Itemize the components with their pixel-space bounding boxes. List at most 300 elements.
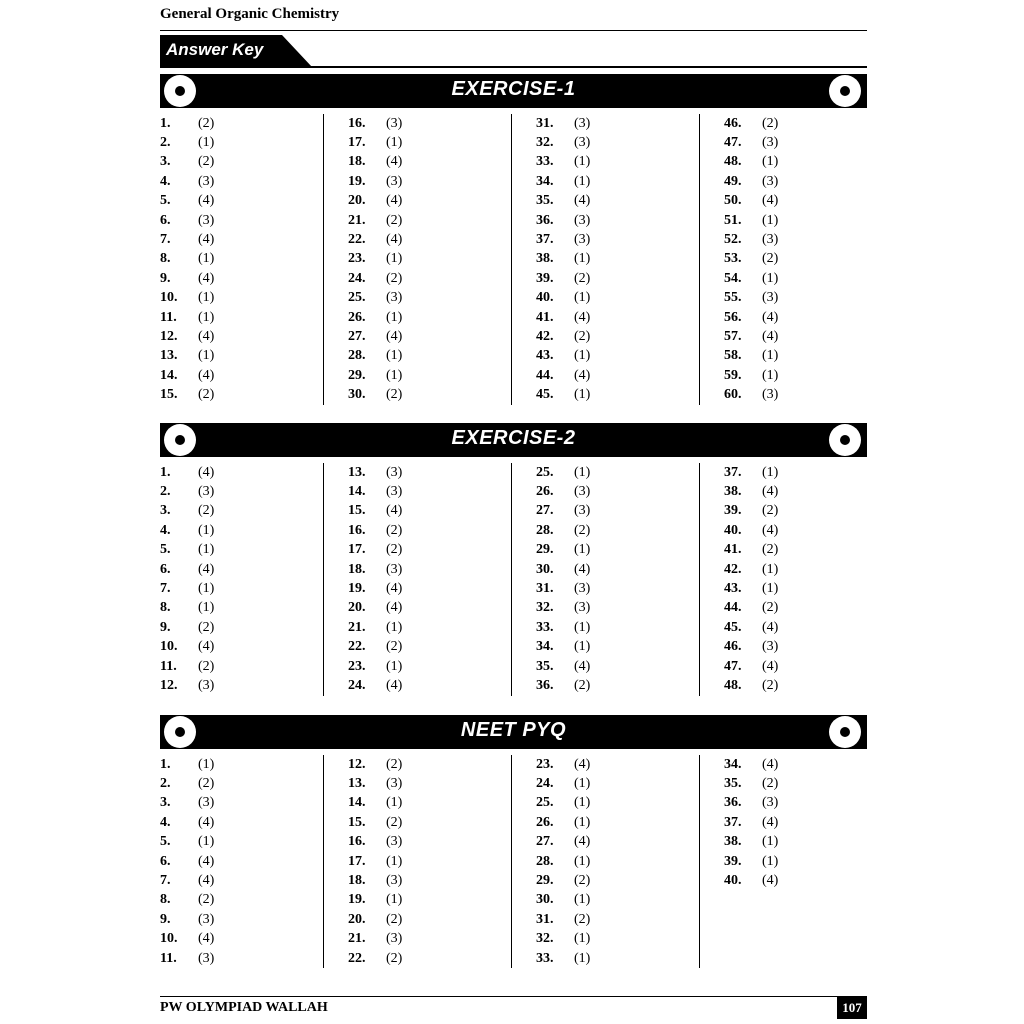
question-number: 2. — [160, 776, 171, 792]
answer-option: (2) — [574, 522, 591, 538]
answer-option: (3) — [198, 212, 215, 228]
question-number: 40. — [536, 290, 554, 306]
answer-option: (1) — [386, 619, 403, 635]
answer-row — [160, 852, 323, 871]
answer-row — [348, 172, 511, 191]
question-number: 32. — [536, 135, 554, 151]
question-number: 43. — [724, 581, 742, 597]
answer-option: (3) — [386, 173, 403, 189]
answer-option: (4) — [198, 639, 215, 655]
question-number: 35. — [724, 776, 742, 792]
question-number: 37. — [536, 232, 554, 248]
answer-option: (1) — [386, 135, 403, 151]
question-number: 13. — [348, 464, 366, 480]
answer-row — [348, 638, 511, 657]
question-number: 23. — [348, 658, 366, 674]
question-number: 38. — [724, 834, 742, 850]
answer-option: (3) — [762, 290, 779, 306]
page-header — [160, 6, 867, 31]
question-number: 27. — [536, 834, 554, 850]
question-number: 28. — [536, 522, 554, 538]
answer-option: (3) — [762, 232, 779, 248]
question-number: 21. — [348, 931, 366, 947]
section-title: NEET PYQ — [460, 719, 567, 741]
answer-row — [536, 230, 699, 249]
answer-option: (3) — [386, 834, 403, 850]
answer-option: (4) — [386, 328, 403, 344]
answer-option: (2) — [386, 522, 403, 538]
answer-row — [160, 521, 323, 540]
answer-option: (1) — [762, 212, 779, 228]
answer-row — [724, 813, 867, 832]
answer-row — [536, 638, 699, 657]
answer-row — [160, 891, 323, 910]
answer-column — [511, 755, 699, 968]
answer-option: (4) — [574, 193, 591, 209]
answer-option: (2) — [386, 387, 403, 403]
answer-row — [536, 794, 699, 813]
answer-option: (4) — [574, 834, 591, 850]
question-number: 52. — [724, 232, 742, 248]
answer-option: (4) — [386, 154, 403, 170]
answer-row — [160, 755, 323, 774]
question-number: 16. — [348, 522, 366, 538]
answer-option: (4) — [386, 503, 403, 519]
question-number: 7. — [160, 581, 171, 597]
answer-row — [724, 289, 867, 308]
question-number: 18. — [348, 873, 366, 889]
answer-option: (2) — [386, 212, 403, 228]
answer-row — [724, 755, 867, 774]
answer-column — [699, 114, 867, 405]
answer-row — [160, 250, 323, 269]
answer-option: (1) — [386, 795, 403, 811]
answer-option: (1) — [386, 348, 403, 364]
answer-option: (1) — [574, 892, 591, 908]
answer-row — [160, 211, 323, 230]
answer-option: (3) — [198, 173, 215, 189]
answer-option: (2) — [198, 387, 215, 403]
answer-row — [536, 852, 699, 871]
answer-option: (3) — [574, 232, 591, 248]
answer-row — [160, 949, 323, 968]
answer-option: (1) — [198, 834, 215, 850]
question-number: 26. — [348, 309, 366, 325]
question-number: 32. — [536, 600, 554, 616]
answer-option: (2) — [198, 658, 215, 674]
answer-option: (1) — [198, 756, 215, 772]
answer-row — [160, 502, 323, 521]
question-number: 36. — [724, 795, 742, 811]
question-number: 16. — [348, 115, 366, 131]
question-number: 5. — [160, 193, 171, 209]
answer-option: (1) — [198, 581, 215, 597]
answer-row — [536, 599, 699, 618]
answer-option: (4) — [762, 619, 779, 635]
question-number: 4. — [160, 522, 171, 538]
answer-column — [323, 463, 511, 696]
question-number: 41. — [724, 542, 742, 558]
question-number: 1. — [160, 756, 171, 772]
question-number: 10. — [160, 290, 178, 306]
answer-row — [724, 638, 867, 657]
answer-row — [536, 192, 699, 211]
answer-option: (3) — [762, 135, 779, 151]
answer-row — [160, 192, 323, 211]
question-number: 39. — [724, 853, 742, 869]
question-number: 40. — [724, 873, 742, 889]
answer-row — [724, 833, 867, 852]
answer-option: (1) — [762, 367, 779, 383]
answer-row — [724, 541, 867, 560]
question-number: 31. — [536, 581, 554, 597]
answer-row — [724, 385, 867, 404]
question-number: 26. — [536, 814, 554, 830]
answer-option: (2) — [762, 677, 779, 693]
question-number: 17. — [348, 853, 366, 869]
answer-option: (1) — [574, 950, 591, 966]
answer-row — [724, 114, 867, 133]
answer-row — [724, 657, 867, 676]
answer-key-label: Answer Key — [166, 40, 264, 59]
question-number: 24. — [348, 270, 366, 286]
question-number: 29. — [536, 542, 554, 558]
question-number: 24. — [348, 677, 366, 693]
answer-row — [348, 463, 511, 482]
answer-row — [160, 599, 323, 618]
answer-row — [160, 813, 323, 832]
question-number: 25. — [348, 290, 366, 306]
question-number: 54. — [724, 270, 742, 286]
question-number: 9. — [160, 619, 171, 635]
answer-row — [348, 560, 511, 579]
answer-option: (3) — [762, 387, 779, 403]
question-number: 20. — [348, 600, 366, 616]
answer-option: (3) — [198, 911, 215, 927]
answer-option: (4) — [386, 193, 403, 209]
answer-option: (3) — [386, 115, 403, 131]
answer-row — [724, 172, 867, 191]
answer-option: (1) — [574, 853, 591, 869]
answer-row — [348, 502, 511, 521]
answer-option: (1) — [762, 464, 779, 480]
question-number: 51. — [724, 212, 742, 228]
answer-row — [348, 833, 511, 852]
question-number: 44. — [536, 367, 554, 383]
footer-brand: PW OLYMPIAD WALLAH — [160, 1000, 328, 1015]
answer-row — [160, 774, 323, 793]
answer-row — [724, 153, 867, 172]
answer-row — [348, 289, 511, 308]
answer-option: (2) — [386, 542, 403, 558]
ring-bullet-icon — [829, 75, 861, 107]
question-number: 27. — [348, 328, 366, 344]
answer-row — [724, 618, 867, 637]
answer-row — [160, 579, 323, 598]
question-number: 42. — [536, 328, 554, 344]
answer-row — [536, 676, 699, 695]
question-number: 2. — [160, 484, 171, 500]
question-number: 40. — [724, 522, 742, 538]
answer-row — [348, 852, 511, 871]
answer-option: (4) — [762, 658, 779, 674]
question-number: 4. — [160, 814, 171, 830]
answer-row — [160, 308, 323, 327]
answer-option: (1) — [198, 135, 215, 151]
question-number: 41. — [536, 309, 554, 325]
answer-option: (4) — [386, 677, 403, 693]
section-banner — [160, 715, 867, 749]
question-number: 39. — [724, 503, 742, 519]
question-number: 12. — [348, 756, 366, 772]
question-number: 34. — [724, 756, 742, 772]
answer-option: (2) — [386, 270, 403, 286]
answer-row — [536, 871, 699, 890]
answer-option: (3) — [574, 484, 591, 500]
question-number: 39. — [536, 270, 554, 286]
answer-row — [160, 657, 323, 676]
answer-section — [160, 74, 867, 405]
answer-row — [160, 930, 323, 949]
answer-row — [724, 599, 867, 618]
answer-row — [536, 755, 699, 774]
answer-row — [348, 327, 511, 346]
answer-option: (2) — [386, 756, 403, 772]
answer-option: (1) — [574, 619, 591, 635]
answer-row — [536, 385, 699, 404]
answer-option: (4) — [198, 367, 215, 383]
answer-option: (3) — [574, 212, 591, 228]
answer-row — [536, 560, 699, 579]
answer-option: (3) — [198, 950, 215, 966]
answer-row — [536, 153, 699, 172]
answer-row — [160, 230, 323, 249]
answer-option: (1) — [198, 309, 215, 325]
question-number: 8. — [160, 892, 171, 908]
question-number: 30. — [536, 892, 554, 908]
answer-row — [348, 794, 511, 813]
answer-option: (3) — [386, 464, 403, 480]
answer-option: (4) — [762, 756, 779, 772]
answer-row — [348, 133, 511, 152]
answer-option: (2) — [762, 600, 779, 616]
question-number: 14. — [160, 367, 178, 383]
question-number: 46. — [724, 639, 742, 655]
answer-row — [348, 579, 511, 598]
answer-option: (1) — [386, 658, 403, 674]
question-number: 19. — [348, 173, 366, 189]
answer-row — [160, 560, 323, 579]
question-number: 46. — [724, 115, 742, 131]
answer-option: (2) — [198, 892, 215, 908]
question-number: 15. — [348, 814, 366, 830]
answer-option: (2) — [762, 776, 779, 792]
answer-option: (1) — [574, 639, 591, 655]
answer-row — [160, 638, 323, 657]
page-footer — [160, 996, 867, 1019]
answer-option: (1) — [762, 270, 779, 286]
answer-option: (4) — [574, 367, 591, 383]
question-number: 37. — [724, 464, 742, 480]
answer-option: (4) — [574, 756, 591, 772]
answer-row — [160, 463, 323, 482]
answer-row — [536, 250, 699, 269]
question-number: 25. — [536, 464, 554, 480]
question-number: 15. — [348, 503, 366, 519]
answer-row — [724, 463, 867, 482]
answer-row — [160, 269, 323, 288]
answer-row — [348, 618, 511, 637]
question-number: 14. — [348, 795, 366, 811]
question-number: 8. — [160, 251, 171, 267]
answer-option: (3) — [386, 931, 403, 947]
answer-option: (4) — [198, 561, 215, 577]
section-banner — [160, 74, 867, 108]
answer-option: (1) — [762, 853, 779, 869]
answer-option: (2) — [762, 251, 779, 267]
answer-row — [536, 813, 699, 832]
answer-row — [348, 114, 511, 133]
answer-columns — [160, 463, 867, 696]
answer-option: (1) — [574, 814, 591, 830]
question-number: 43. — [536, 348, 554, 364]
answer-row — [160, 794, 323, 813]
answer-columns — [160, 755, 867, 968]
answer-option: (1) — [762, 581, 779, 597]
answer-option: (3) — [574, 115, 591, 131]
answer-option: (1) — [198, 542, 215, 558]
question-number: 25. — [536, 795, 554, 811]
answer-key-heading — [160, 35, 867, 68]
question-number: 38. — [724, 484, 742, 500]
question-number: 5. — [160, 834, 171, 850]
answer-option: (2) — [386, 639, 403, 655]
answer-row — [536, 289, 699, 308]
answer-option: (3) — [386, 484, 403, 500]
answer-row — [536, 891, 699, 910]
answer-option: (3) — [762, 795, 779, 811]
question-number: 13. — [160, 348, 178, 364]
answer-row — [724, 871, 867, 890]
answer-row — [160, 114, 323, 133]
question-number: 56. — [724, 309, 742, 325]
answer-row — [348, 250, 511, 269]
answer-row — [348, 774, 511, 793]
question-number: 21. — [348, 212, 366, 228]
question-number: 2. — [160, 135, 171, 151]
question-number: 50. — [724, 193, 742, 209]
answer-option: (1) — [574, 931, 591, 947]
answer-column — [699, 755, 867, 968]
question-number: 48. — [724, 154, 742, 170]
question-number: 37. — [724, 814, 742, 830]
answer-section — [160, 715, 867, 968]
answer-row — [724, 250, 867, 269]
question-number: 5. — [160, 542, 171, 558]
answer-row — [724, 366, 867, 385]
answer-row — [536, 521, 699, 540]
answer-option: (4) — [762, 484, 779, 500]
question-number: 55. — [724, 290, 742, 306]
answer-row — [536, 910, 699, 929]
answer-option: (4) — [386, 600, 403, 616]
answer-row — [536, 172, 699, 191]
answer-option: (1) — [574, 542, 591, 558]
answer-row — [160, 153, 323, 172]
answer-column — [323, 114, 511, 405]
question-number: 12. — [160, 677, 178, 693]
question-number: 7. — [160, 873, 171, 889]
answer-option: (1) — [198, 251, 215, 267]
answer-column — [160, 463, 323, 696]
question-number: 59. — [724, 367, 742, 383]
answer-row — [160, 833, 323, 852]
answer-row — [536, 463, 699, 482]
section-title: EXERCISE-1 — [451, 78, 576, 100]
question-number: 26. — [536, 484, 554, 500]
question-number: 20. — [348, 911, 366, 927]
answer-option: (2) — [762, 115, 779, 131]
question-number: 17. — [348, 542, 366, 558]
question-number: 30. — [348, 387, 366, 403]
answer-option: (4) — [198, 464, 215, 480]
answer-row — [160, 385, 323, 404]
answer-option: (3) — [386, 873, 403, 889]
question-number: 23. — [536, 756, 554, 772]
question-number: 16. — [348, 834, 366, 850]
answer-row — [348, 153, 511, 172]
answer-option: (4) — [198, 232, 215, 248]
answer-option: (1) — [574, 776, 591, 792]
answer-option: (2) — [386, 911, 403, 927]
question-number: 33. — [536, 619, 554, 635]
answer-option: (1) — [574, 387, 591, 403]
answer-row — [724, 676, 867, 695]
answer-row — [348, 482, 511, 501]
question-number: 22. — [348, 950, 366, 966]
question-number: 33. — [536, 950, 554, 966]
answer-columns — [160, 114, 867, 405]
answer-option: (4) — [762, 193, 779, 209]
question-number: 28. — [536, 853, 554, 869]
answer-option: (4) — [574, 658, 591, 674]
answer-section — [160, 423, 867, 696]
answer-row — [724, 308, 867, 327]
question-number: 49. — [724, 173, 742, 189]
answer-option: (2) — [574, 873, 591, 889]
question-number: 3. — [160, 503, 171, 519]
answer-option: (4) — [198, 270, 215, 286]
answer-option: (1) — [574, 173, 591, 189]
question-number: 34. — [536, 173, 554, 189]
answer-row — [160, 910, 323, 929]
question-number: 10. — [160, 931, 178, 947]
answer-row — [160, 289, 323, 308]
answer-option: (1) — [386, 309, 403, 325]
answer-option: (3) — [574, 135, 591, 151]
answer-row — [536, 211, 699, 230]
answer-row — [160, 133, 323, 152]
answer-option: (4) — [574, 309, 591, 325]
question-number: 23. — [348, 251, 366, 267]
answer-column — [699, 463, 867, 696]
answer-option: (4) — [762, 309, 779, 325]
answer-row — [348, 211, 511, 230]
answer-row — [160, 676, 323, 695]
question-number: 6. — [160, 212, 171, 228]
question-number: 8. — [160, 600, 171, 616]
answer-row — [536, 618, 699, 637]
